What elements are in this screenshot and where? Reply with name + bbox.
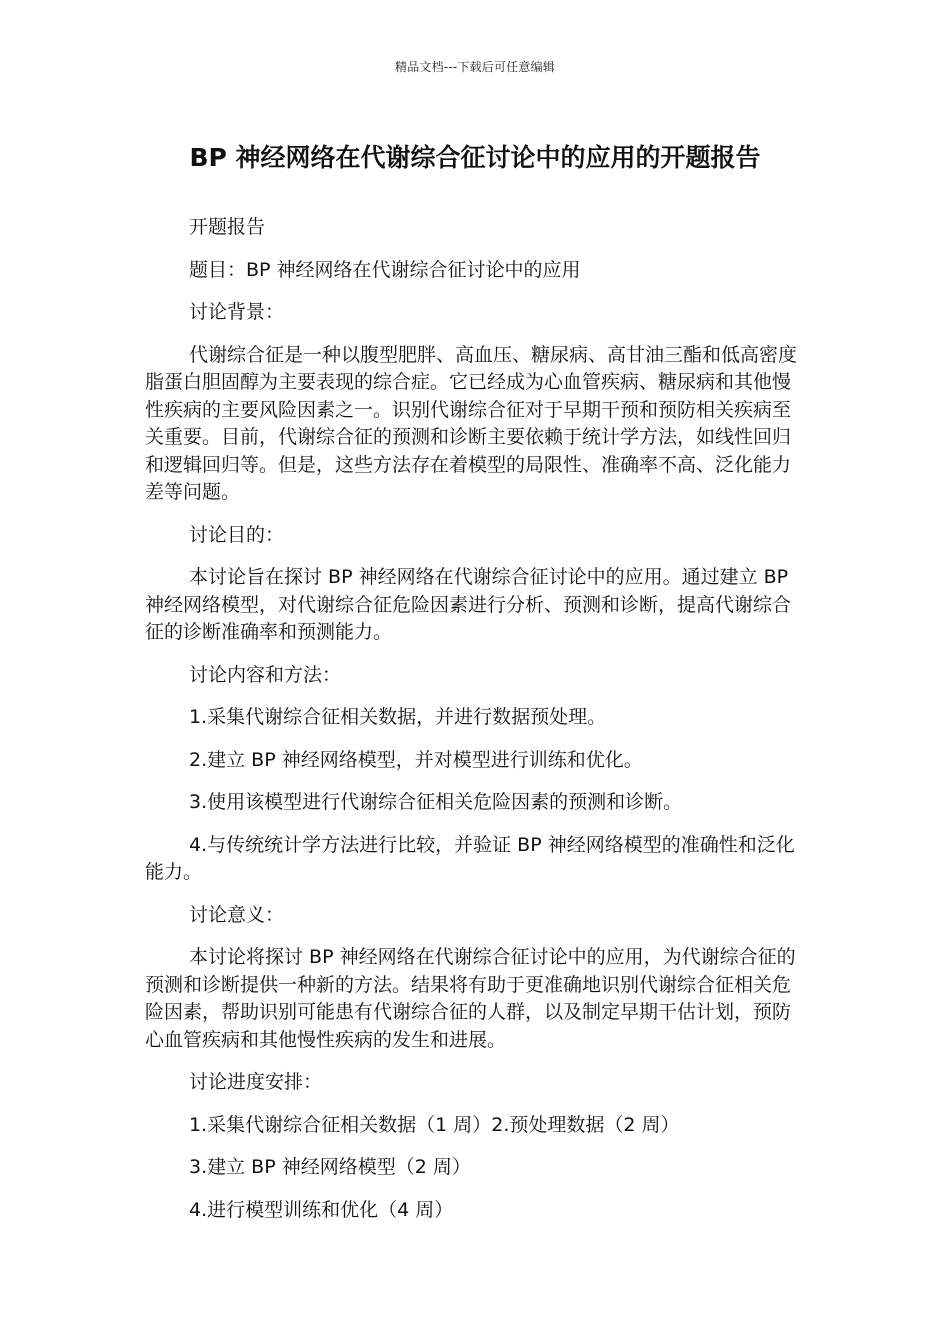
list-item-method-2: 2.建立 BP 神经网络模型，并对模型进行训练和优化。 <box>189 748 643 771</box>
paragraph-background: 代谢综合征是一种以腹型肥胖、高血压、糖尿病、高甘油三酯和低高密度脂蛋白胆固醇为主要表现的综合症。它已经成为心血管疾病、糖尿病和其他慢性疾病的主要风险因素之一。识别代谢综合征对于早期干预和预防相关疾病至关重要。目前，代谢综合征的预测和诊断主要依赖于统计学方法，如线性回归和逻辑回归等。但是，这些方法存在着模型的局限性、准确率不高、泛化能力差等问题。 <box>145 343 798 503</box>
section-label-report: 开题报告 <box>189 216 266 238</box>
header-note: 精品文档---下载后可任意编辑 <box>395 60 555 74</box>
list-item-method-4: 4.与传统统计学方法进行比较，并验证 BP 神经网络模型的准确性和泛化能力。 <box>145 833 795 883</box>
heading-content-methods: 讨论内容和方法： <box>189 663 342 686</box>
document-title: BP 神经网络在代谢综合征讨论中的应用的开题报告 <box>189 143 761 172</box>
list-item-schedule-1: 1.采集代谢综合征相关数据（1 周）2.预处理数据（2 周） <box>189 1113 680 1136</box>
topic-line: 题目：BP 神经网络在代谢综合征讨论中的应用 <box>189 258 581 281</box>
heading-significance: 讨论意义： <box>189 903 285 926</box>
list-item-method-3: 3.使用该模型进行代谢综合征相关危险因素的预测和诊断。 <box>189 791 683 813</box>
list-item-schedule-3: 4.进行模型训练和优化（4 周） <box>189 1198 454 1221</box>
heading-background: 讨论背景： <box>189 301 285 323</box>
paragraph-significance: 本讨论将探讨 BP 神经网络在代谢综合征讨论中的应用，为代谢综合征的预测和诊断提供一种新的方法。结果将有助于更准确地识别代谢综合征相关危险因素，帮助识别可能患有代谢综合征的人群，以及制定早期干估计划，预防心血管疾病和其他慢性疾病的发生和进展。 <box>145 946 796 1051</box>
heading-purpose: 讨论目的： <box>189 523 285 546</box>
heading-schedule: 讨论进度安排： <box>189 1071 323 1093</box>
document-body <box>145 214 809 1239</box>
list-item-method-1: 1.采集代谢综合征相关数据，并进行数据预处理。 <box>189 706 607 728</box>
list-item-schedule-2: 3.建立 BP 神经网络模型（2 周） <box>189 1156 471 1178</box>
paragraph-purpose: 本讨论旨在探讨 BP 神经网络在代谢综合征讨论中的应用。通过建立 BP 神经网络模型，对代谢综合征危险因素进行分析、预测和诊断，提高代谢综合征的诊断准确率和预测能力。 <box>145 566 792 643</box>
